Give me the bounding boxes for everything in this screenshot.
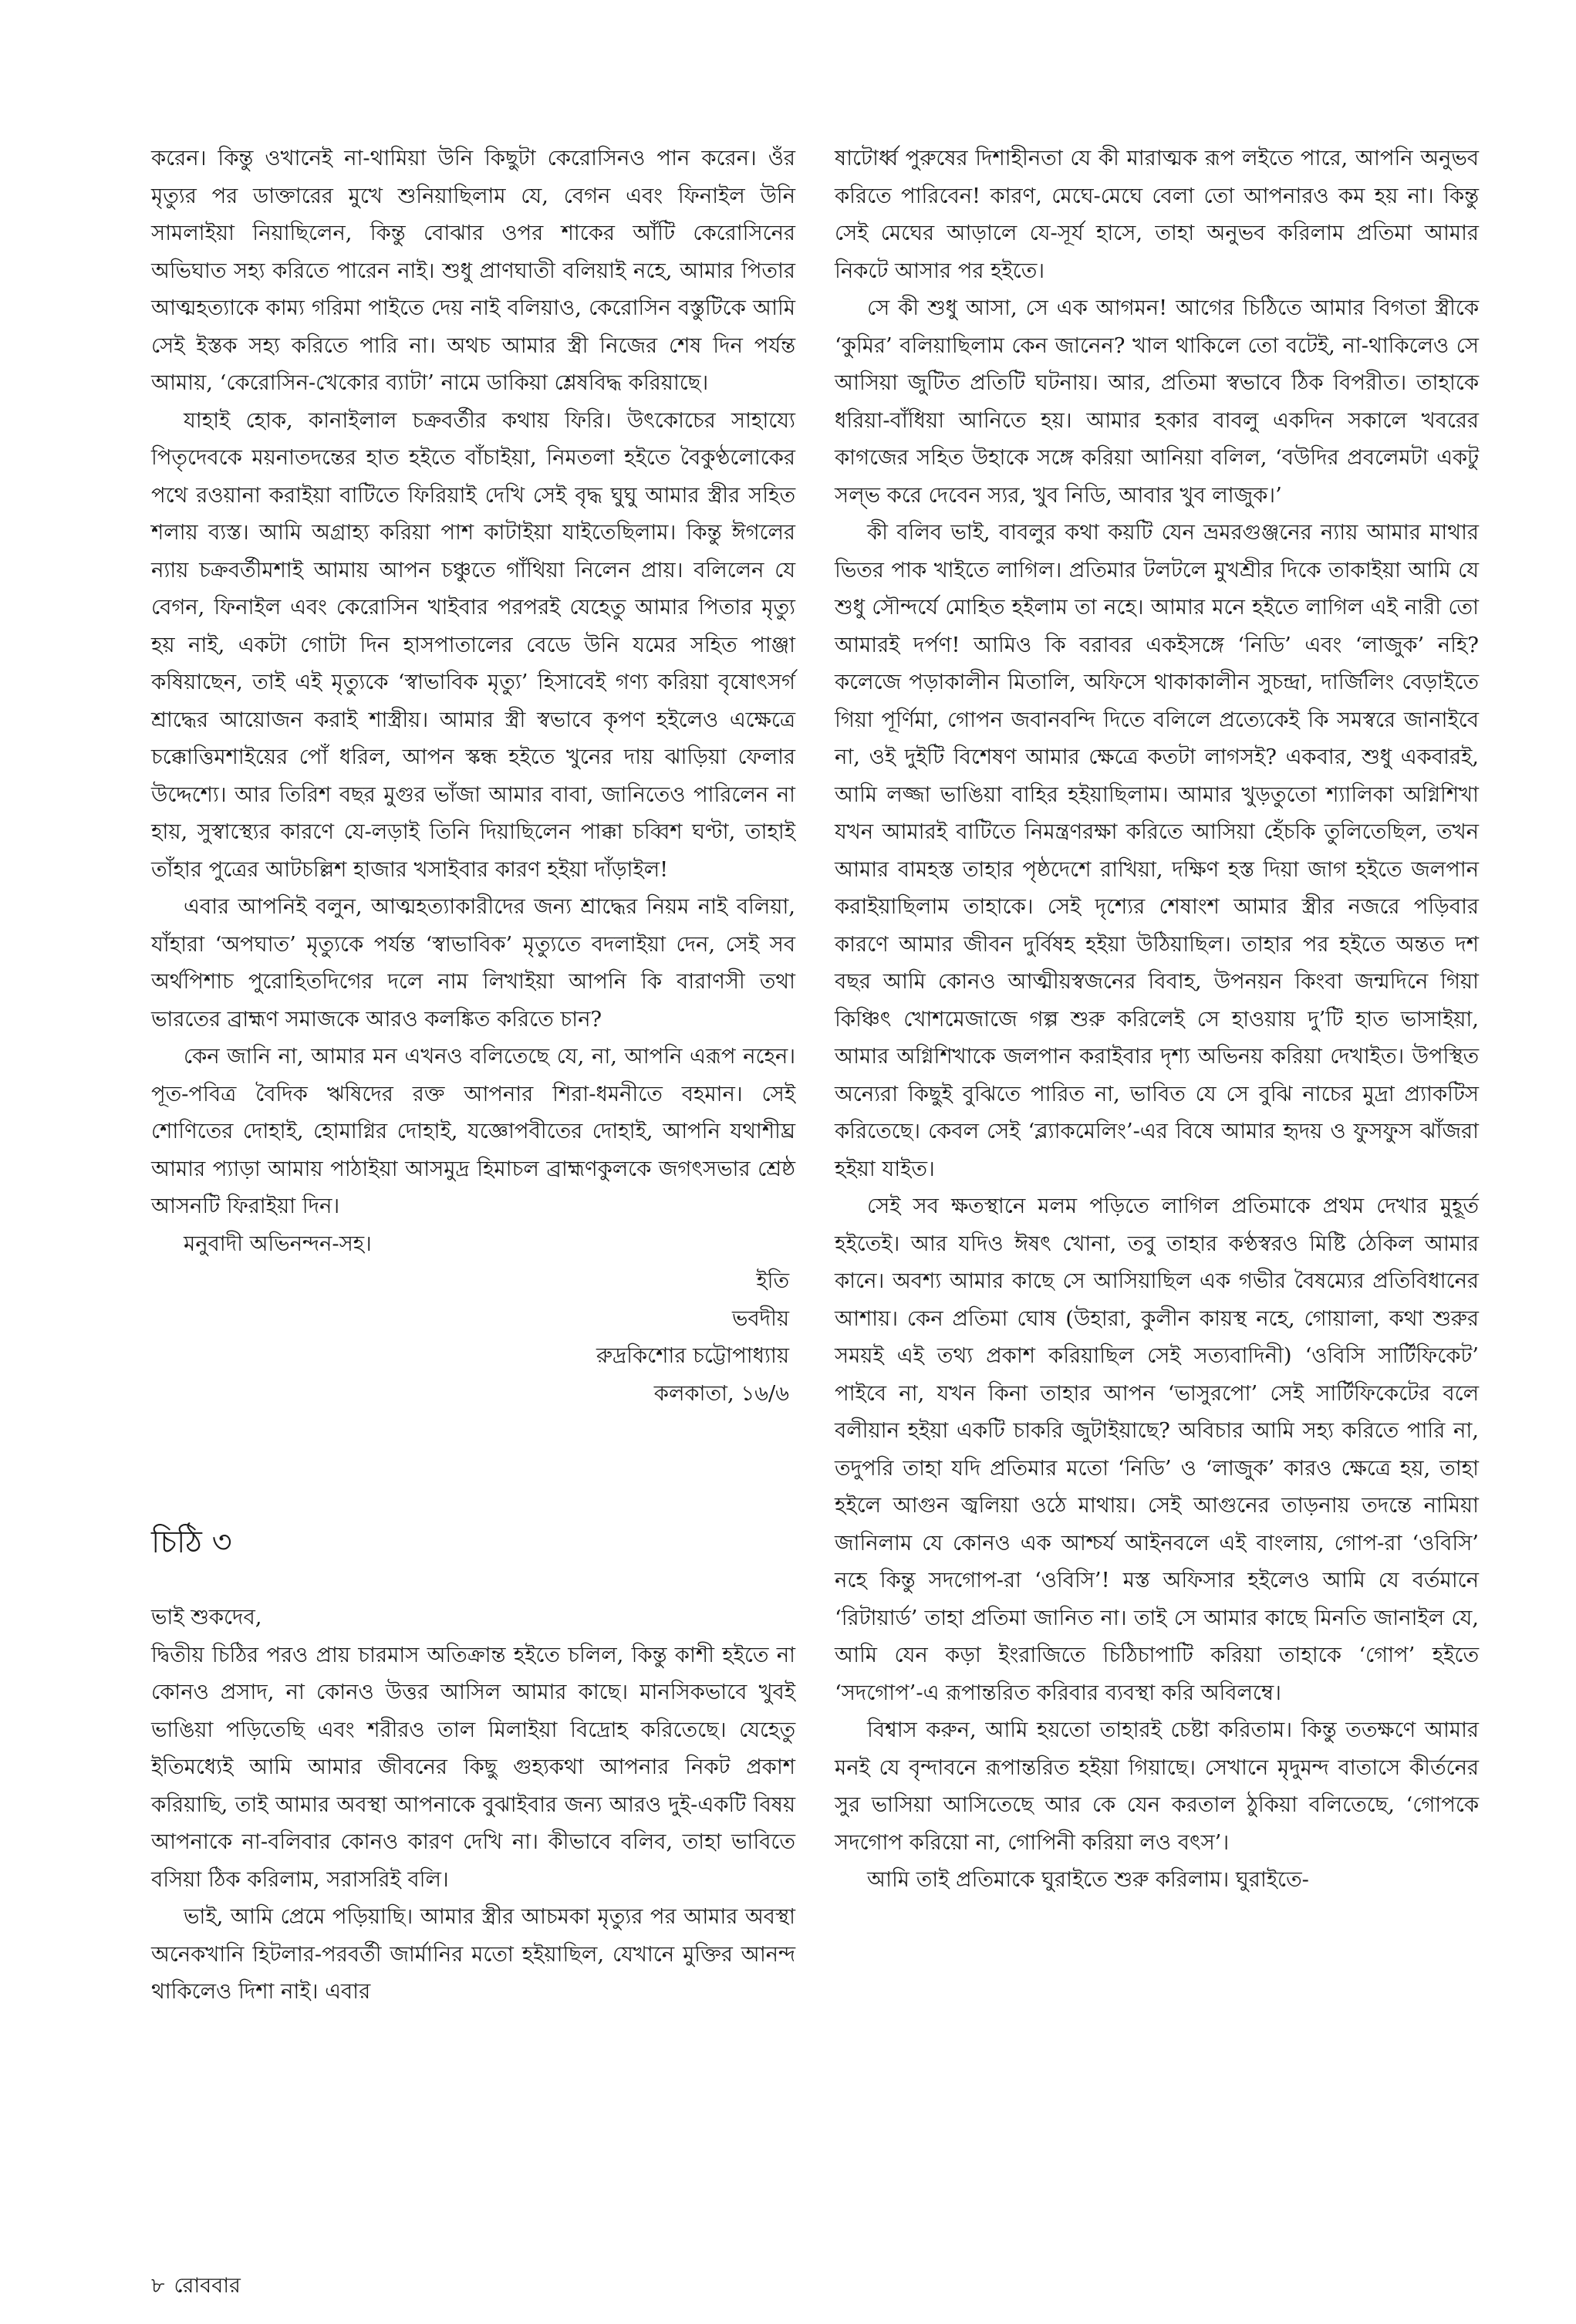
- body-paragraph: বিশ্বাস করুন, আমি হয়তো তাহারই চেষ্টা করিতাম। কিন্তু ততক্ষণে আমার মনই যে বৃন্দাবনে রূপান্তরিত হইয়া গিয়াছে। সেখানে মৃদুমন্দ বাতাসে কীর্তনের সুর ভাসিয়া আসিতেছে আর কে যেন করতাল ঠুকিয়া বলিতেছে, ‘গোপকে সদগোপ করিয়ো না, গোপিনী করিয়া লও বৎস’।: [835, 1718, 1479, 1855]
- body-paragraph: আমি তাই প্রতিমাকে ঘুরাইতে শুরু করিলাম। ঘুরাইতে-: [867, 1868, 1309, 1892]
- page-number: ৮: [151, 2274, 165, 2298]
- page-footer: [151, 2272, 241, 2300]
- publication-name: রোববার: [174, 2274, 241, 2298]
- body-paragraph: মনুবাদী অভিনন্দন-সহ।: [184, 1231, 372, 1256]
- signature-regards: ভবদীয়: [731, 1306, 789, 1331]
- letter-signature: [151, 1263, 795, 1413]
- body-paragraph: কী বলিব ভাই, বাবলুর কথা কয়টি যেন ভ্রমরগুঞ্জনের ন্যায় আমার মাথার ভিতর পাক খাইতে লাগিল। প্রতিমার টলটলে মুখশ্রীর দিকে তাকাইয়া আমি যে শুধু সৌন্দর্যে মোহিত হইলাম তা নহে। আমার মনে হইতে লাগিল এই নারী তো আমারই দর্পণ! আমিও কি বরাবর একইসঙ্গে ‘নিডি’ এবং ‘লাজুক’ নহি? কলেজে পড়াকালীন মিতালি, অফিসে থাকাকালীন সুচন্দ্রা, দার্জিলিং বেড়াইতে গিয়া পূর্ণিমা, গোপন জবানবন্দি দিতে বলিলে প্রত্যেকেই কি সমস্বরে জানাইবে না, ওই দুইটি বিশেষণ আমার ক্ষেত্রে কতটা লাগসই? একবার, শুধু একবারই, আমি লজ্জা ভাঙিয়া বাহির হইয়াছিলাম। আমার খুড়তুতো শ্যালিকা অগ্নিশিখা যখন আমারই বাটিতে নিমন্ত্রণরক্ষা করিতে আসিয়া হেঁচকি তুলিতেছিল, তখন আমার বামহস্ত তাহার পৃষ্ঠদেশে রাখিয়া, দক্ষিণ হস্ত দিয়া জাগ হইতে জলপান করাইয়াছিলাম তাহাকে। সেই দৃশ্যের শেষাংশ আমার স্ত্রীর নজরে পড়িবার কারণে আমার জীবন দুর্বিষহ হইয়া উঠিয়াছিল। তাহার পর হইতে অন্তত দশ বছর আমি কোনও আত্মীয়স্বজনের বিবাহ, উপনয়ন কিংবা জন্মদিনে গিয়া কিঞ্চিৎ খোশমেজাজে গল্প শুরু করিলেই সে হাওয়ায় দু’টি হাত ভাসাইয়া, আমার অগ্নিশিখাকে জলপান করাইবার দৃশ্য অভিনয় করিয়া দেখাইত। উপস্থিত অন্যেরা কিছুই বুঝিতে পারিত না, ভাবিত যে সে বুঝি নাচের মুদ্রা প্র্যাকটিস করিতেছে। কেবল সেই ‘ব্ল্যাকমেলিং’-এর বিষে আমার হৃদয় ও ফুসফুস ঝাঁজরা হইয়া যাইত।: [835, 521, 1479, 1181]
- letter-salutation: ভাই শুকদেব,: [151, 1606, 262, 1630]
- body-paragraph: কেন জানি না, আমার মন এখনও বলিতেছে যে, না, আপনি এরূপ নহেন। পূত-পবিত্র বৈদিক ঋষিদের রক্ত আপনার শিরা-ধমনীতে বহমান। সেই শোণিতের দোহাই, হোমাগ্নির দোহাই, যজ্ঞোপবীতের দোহাই, আপনি যথাশীঘ্র আমার প্যাড়া আমায় পাঠাইয়া আসমুদ্র হিমাচল ব্রাহ্মণকুলকে জগৎসভার শ্রেষ্ঠ আসনটি ফিরাইয়া দিন।: [151, 1045, 795, 1218]
- letter-heading: চিঠি ৩: [151, 1525, 232, 1560]
- right-column: [835, 140, 1479, 1900]
- body-paragraph: যাহাই হোক, কানাইলাল চক্রবর্তীর কথায় ফিরি। উৎকোচের সাহায্যে পিতৃদেবকে ময়নাতদন্তের হাত হইতে বাঁচাইয়া, নিমতলা হইতে বৈকুণ্ঠলোকের পথে রওয়ানা করাইয়া বাটিতে ফিরিয়াই দেখি সেই বৃদ্ধ ঘুঘু আমার স্ত্রীর সহিত শলায় ব্যস্ত। আমি অগ্রাহ্য করিয়া পাশ কাটাইয়া যাইতেছিলাম। কিন্তু ঈগলের ন্যায় চক্রবর্তীমশাই আমায় আপন চঞ্চুতে গাঁথিয়া নিলেন প্রায়। বলিলেন যে বেগন, ফিনাইল এবং কেরোসিন খাইবার পরপরই যেহেতু আমার পিতার মৃত্যু হয় নাই, একটা গোটা দিন হাসপাতালের বেডে উনি যমের সহিত পাঞ্জা কষিয়াছেন, তাই এই মৃত্যুকে ‘স্বাভাবিক মৃত্যু’ হিসাবেই গণ্য করিয়া বৃষোৎসর্গ শ্রাদ্ধের আয়োজন করাই শাস্ত্রীয়। আমার স্ত্রী স্বভাবে কৃপণ হইলেও এক্ষেত্রে চক্কোত্তিমশাইয়ের পোঁ ধরিল, আপন স্কন্ধ হইতে খুনের দায় ঝাড়িয়া ফেলার উদ্দেশ্যে। আর তিরিশ বছর মুগুর ভাঁজা আমার বাবা, জানিতেও পারিলেন না হায়, সুস্বাস্থ্যের কারণে যে-লড়াই তিনি দিয়াছিলেন পাক্কা চব্বিশ ঘণ্টা, তাহাই তাঁহার পুত্রের আটচল্লিশ হাজার খসাইবার কারণ হইয়া দাঁড়াইল!: [151, 408, 795, 882]
- body-paragraph: দ্বিতীয় চিঠির পরও প্রায় চারমাস অতিক্রান্ত হইতে চলিল, কিন্তু কাশী হইতে না কোনও প্রসাদ, না কোনও উত্তর আসিল আমার কাছে। মানসিকভাবে খুবই ভাঙিয়া পড়িতেছি এবং শরীরও তাল মিলাইয়া বিদ্রোহ করিতেছে। যেহেতু ইতিমধ্যেই আমি আমার জীবনের কিছু গুহ্যকথা আপনার নিকট প্রকাশ করিয়াছি, তাই আমার অবস্থা আপনাকে বুঝাইবার জন্য আরও দুই-একটি বিষয় আপনাকে না-বলিবার কোনও কারণ দেখি না। কীভাবে বলিব, তাহা ভাবিতে বসিয়া ঠিক করিলাম, সরাসরিই বলি।: [151, 1643, 795, 1892]
- signature-place-date: কলকাতা, ১৬/৬: [653, 1381, 789, 1406]
- body-paragraph: সে কী শুধু আসা, সে এক আগমন! আগের চিঠিতে আমার বিগতা স্ত্রীকে ‘কুমির’ বলিয়াছিলাম কেন জানেন? খাল থাকিলে তো বটেই, না-থাকিলেও সে আসিয়া জুটিত প্রতিটি ঘটনায়। আর, প্রতিমা স্বভাবে ঠিক বিপরীত। তাহাকে ধরিয়া-বাঁধিয়া আনিতে হয়। আমার হকার বাবলু একদিন সকালে খবরের কাগজের সহিত উহাকে সঙ্গে করিয়া আনিয়া বলিল, ‘বউদির প্রবলেমটা একটু সল্ভ করে দেবেন স্যর, খুব নিডি, আবার খুব লাজুক।’: [835, 296, 1479, 508]
- body-paragraph: ষাটোর্ধ্ব পুরুষের দিশাহীনতা যে কী মারাত্মক রূপ লইতে পারে, আপনি অনুভব করিতে পারিবেন! কারণ, মেঘে-মেঘে বেলা তো আপনারও কম হয় না। কিন্তু সেই মেঘের আড়ালে যে-সূর্য হাসে, তাহা অনুভব করিলাম প্রতিমা আমার নিকটে আসার পর হইতে।: [835, 147, 1479, 283]
- body-paragraph: ভাই, আমি প্রেমে পড়িয়াছি। আমার স্ত্রীর আচমকা মৃত্যুর পর আমার অবস্থা অনেকখানি হিটলার-পরবর্তী জার্মানির মতো হইয়াছিল, যেখানে মুক্তির আনন্দ থাকিলেও দিশা নাই। এবার: [151, 1905, 795, 2004]
- signature-name: রুদ্রকিশোর চট্টোপাধ্যায়: [596, 1344, 789, 1368]
- body-paragraph: এবার আপনিই বলুন, আত্মহত্যাকারীদের জন্য শ্রাদ্ধের নিয়ম নাই বলিয়া, যাঁহারা ‘অপঘাত’ মৃত্যুকে পর্যন্ত ‘স্বাভাবিক’ মৃত্যুতে বদলাইয়া দেন, সেই সব অর্থপিশাচ পুরোহিতদিগের দলে নাম লিখাইয়া আপনি কি বারাণসী তথা ভারতের ব্রাহ্মণ সমাজকে আরও কলঙ্কিত করিতে চান?: [151, 895, 795, 1032]
- left-column: [151, 140, 795, 2012]
- body-paragraph: করেন। কিন্তু ওখানেই না-থামিয়া উনি কিছুটা কেরোসিনও পান করেন। ওঁর মৃত্যুর পর ডাক্তারের মুখে শুনিয়াছিলাম যে, বেগন এবং ফিনাইল উনি সামলাইয়া নিয়াছিলেন, কিন্তু বোঝার ওপর শাকের আঁটি কেরোসিনের অভিঘাত সহ্য করিতে পারেন নাই। শুধু প্রাণঘাতী বলিয়াই নহে, আমার পিতার আত্মহত্যাকে কাম্য গরিমা পাইতে দেয় নাই বলিয়াও, কেরোসিন বস্তুটিকে আমি সেই ইস্তক সহ্য করিতে পারি না। অথচ আমার স্ত্রী নিজের শেষ দিন পর্যন্ত আমায়, ‘কেরোসিন-খেকোর ব্যাটা’ নামে ডাকিয়া শ্লেষবিদ্ধ করিয়াছে।: [151, 147, 795, 395]
- signature-closing: ইতি: [756, 1269, 789, 1293]
- body-paragraph: সেই সব ক্ষতস্থানে মলম পড়িতে লাগিল প্রতিমাকে প্রথম দেখার মুহূর্ত হইতেই। আর যদিও ঈষৎ খোনা, তবু তাহার কণ্ঠস্বরও মিষ্টি ঠেকিল আমার কানে। অবশ্য আমার কাছে সে আসিয়াছিল এক গভীর বৈষম্যের প্রতিবিধানের আশায়। কেন প্রতিমা ঘোষ (উহারা, কুলীন কায়স্থ নহে, গোয়ালা, কথা শুরুর সময়ই এই তথ্য প্রকাশ করিয়াছিল সেই সত্যবাদিনী) ‘ওবিসি সার্টিফিকেট’ পাইবে না, যখন কিনা তাহার আপন ‘ভাসুরপো’ সেই সার্টিফিকেটের বলে বলীয়ান হইয়া একটি চাকরি জুটাইয়াছে? অবিচার আমি সহ্য করিতে পারি না, তদুপরি তাহা যদি প্রতিমার মতো ‘নিডি’ ও ‘লাজুক’ কারও ক্ষেত্রে হয়, তাহা হইলে আগুন জ্বলিয়া ওঠে মাথায়। সেই আগুনের তাড়নায় তদন্তে নামিয়া জানিলাম যে কোনও এক আশ্চর্য আইনবলে এই বাংলায়, গোপ-রা ‘ওবিসি’ নহে কিন্তু সদগোপ-রা ‘ওবিসি’! মস্ত অফিসার হইলেও আমি যে বর্তমানে ‘রিটায়ার্ড’ তাহা প্রতিমা জানিত না। তাই সে আমার কাছে মিনতি জানাইল যে, আমি যেন কড়া ইংরাজিতে চিঠিচাপাটি করিয়া তাহাকে ‘গোপ’ হইতে ‘সদগোপ’-এ রূপান্তরিত করিবার ব্যবস্থা করি অবিলম্বে।: [835, 1194, 1479, 1705]
